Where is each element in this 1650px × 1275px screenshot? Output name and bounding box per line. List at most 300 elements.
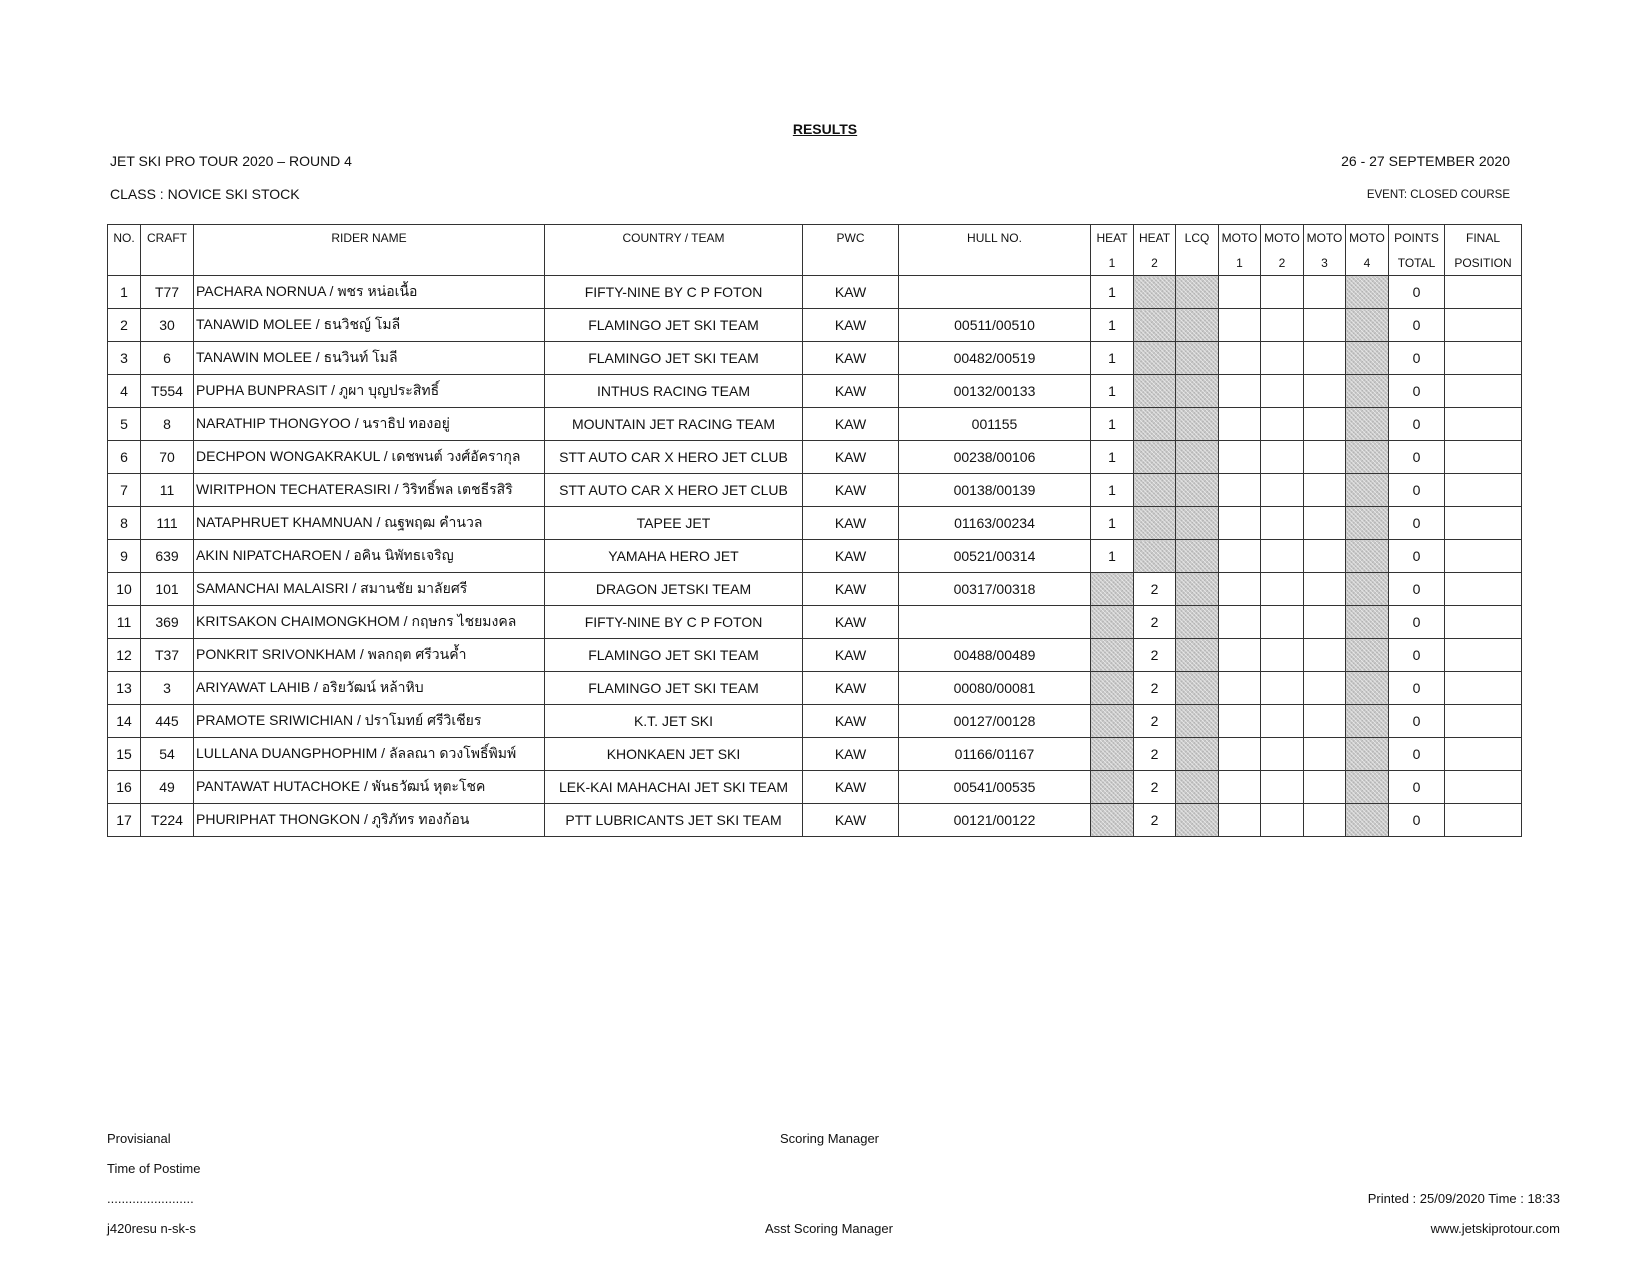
provisional-label: Provisianal bbox=[107, 1131, 171, 1146]
cell-moto3 bbox=[1304, 342, 1346, 375]
cell-pwc: KAW bbox=[803, 672, 899, 705]
cell-no: 9 bbox=[108, 540, 141, 573]
cell-pwc: KAW bbox=[803, 573, 899, 606]
col-header-lcq: LCQ bbox=[1176, 225, 1219, 276]
cell-moto2 bbox=[1261, 573, 1304, 606]
cell-points-total: 0 bbox=[1389, 804, 1445, 837]
cell-moto1 bbox=[1219, 771, 1261, 804]
cell-country-team: FLAMINGO JET SKI TEAM bbox=[545, 342, 803, 375]
cell-moto4 bbox=[1346, 672, 1389, 705]
cell-heat1 bbox=[1091, 573, 1134, 606]
cell-pwc: KAW bbox=[803, 309, 899, 342]
cell-final-position bbox=[1445, 639, 1522, 672]
cell-country-team: STT AUTO CAR X HERO JET CLUB bbox=[545, 441, 803, 474]
cell-moto4 bbox=[1346, 804, 1389, 837]
cell-craft: T224 bbox=[141, 804, 194, 837]
cell-no: 1 bbox=[108, 276, 141, 309]
cell-heat2: 2 bbox=[1134, 738, 1176, 771]
cell-craft: 30 bbox=[141, 309, 194, 342]
cell-moto2 bbox=[1261, 474, 1304, 507]
cell-moto1 bbox=[1219, 738, 1261, 771]
table-row bbox=[108, 771, 1522, 804]
cell-pwc: KAW bbox=[803, 342, 899, 375]
cell-rider-name: PANTAWAT HUTACHOKE / พันธวัฒน์ หุตะโชค bbox=[194, 771, 545, 804]
col-header-points: POINTS bbox=[1389, 225, 1445, 251]
cell-moto4 bbox=[1346, 342, 1389, 375]
cell-moto4 bbox=[1346, 474, 1389, 507]
cell-country-team: LEK-KAI MAHACHAI JET SKI TEAM bbox=[545, 771, 803, 804]
col-header-heat2-num: 2 bbox=[1134, 250, 1176, 276]
cell-country-team: TAPEE JET bbox=[545, 507, 803, 540]
cell-country-team: INTHUS RACING TEAM bbox=[545, 375, 803, 408]
cell-pwc: KAW bbox=[803, 606, 899, 639]
cell-moto2 bbox=[1261, 309, 1304, 342]
cell-final-position bbox=[1445, 738, 1522, 771]
col-header-moto3: MOTO bbox=[1304, 225, 1346, 251]
cell-moto1 bbox=[1219, 309, 1261, 342]
cell-hull-no: 00521/00314 bbox=[899, 540, 1091, 573]
cell-moto4 bbox=[1346, 705, 1389, 738]
cell-lcq bbox=[1176, 342, 1219, 375]
cell-moto2 bbox=[1261, 540, 1304, 573]
cell-no: 4 bbox=[108, 375, 141, 408]
cell-no: 3 bbox=[108, 342, 141, 375]
cell-rider-name: ARIYAWAT LAHIB / อริยวัฒน์ หล้าหิบ bbox=[194, 672, 545, 705]
table-row bbox=[108, 705, 1522, 738]
cell-pwc: KAW bbox=[803, 408, 899, 441]
cell-rider-name: PUPHA BUNPRASIT / ภูผา บุญประสิทธิ์ bbox=[194, 375, 545, 408]
cell-hull-no: 001155 bbox=[899, 408, 1091, 441]
cell-lcq bbox=[1176, 804, 1219, 837]
cell-moto2 bbox=[1261, 507, 1304, 540]
cell-rider-name: PHURIPHAT THONGKON / ภูริภัทร ทองก้อน bbox=[194, 804, 545, 837]
cell-lcq bbox=[1176, 573, 1219, 606]
cell-pwc: KAW bbox=[803, 771, 899, 804]
cell-moto3 bbox=[1304, 771, 1346, 804]
cell-lcq bbox=[1176, 309, 1219, 342]
cell-country-team: FIFTY-NINE BY C P FOTON bbox=[545, 276, 803, 309]
table-row bbox=[108, 309, 1522, 342]
cell-moto1 bbox=[1219, 672, 1261, 705]
cell-hull-no: 01166/01167 bbox=[899, 738, 1091, 771]
col-header-moto2-num: 2 bbox=[1261, 250, 1304, 276]
cell-hull-no: 00317/00318 bbox=[899, 573, 1091, 606]
cell-heat2 bbox=[1134, 309, 1176, 342]
cell-moto1 bbox=[1219, 606, 1261, 639]
col-header-final: FINAL bbox=[1445, 225, 1522, 251]
cell-points-total: 0 bbox=[1389, 705, 1445, 738]
col-header-no: NO. bbox=[108, 225, 141, 276]
cell-pwc: KAW bbox=[803, 375, 899, 408]
website-link[interactable]: www.jetskiprotour.com bbox=[1430, 1221, 1560, 1236]
cell-no: 12 bbox=[108, 639, 141, 672]
cell-lcq bbox=[1176, 672, 1219, 705]
cell-craft: 3 bbox=[141, 672, 194, 705]
cell-heat2: 2 bbox=[1134, 672, 1176, 705]
cell-final-position bbox=[1445, 474, 1522, 507]
cell-no: 17 bbox=[108, 804, 141, 837]
cell-heat2 bbox=[1134, 342, 1176, 375]
cell-moto3 bbox=[1304, 705, 1346, 738]
cell-country-team: STT AUTO CAR X HERO JET CLUB bbox=[545, 474, 803, 507]
cell-moto2 bbox=[1261, 375, 1304, 408]
cell-moto1 bbox=[1219, 540, 1261, 573]
cell-craft: 49 bbox=[141, 771, 194, 804]
cell-final-position bbox=[1445, 672, 1522, 705]
event-type: EVENT: CLOSED COURSE bbox=[1366, 189, 1510, 201]
cell-moto4 bbox=[1346, 738, 1389, 771]
cell-final-position bbox=[1445, 375, 1522, 408]
cell-moto1 bbox=[1219, 573, 1261, 606]
cell-craft: 70 bbox=[141, 441, 194, 474]
cell-lcq bbox=[1176, 540, 1219, 573]
table-row bbox=[108, 672, 1522, 705]
cell-moto1 bbox=[1219, 375, 1261, 408]
col-header-hull-no: HULL NO. bbox=[899, 225, 1091, 276]
cell-final-position bbox=[1445, 309, 1522, 342]
cell-no: 13 bbox=[108, 672, 141, 705]
cell-final-position bbox=[1445, 507, 1522, 540]
page-title: RESULTS bbox=[792, 121, 858, 137]
cell-heat2: 2 bbox=[1134, 771, 1176, 804]
cell-points-total: 0 bbox=[1389, 342, 1445, 375]
cell-heat2: 2 bbox=[1134, 804, 1176, 837]
cell-moto4 bbox=[1346, 309, 1389, 342]
cell-no: 7 bbox=[108, 474, 141, 507]
cell-rider-name: SAMANCHAI MALAISRI / สมานชัย มาลัยศรี bbox=[194, 573, 545, 606]
cell-final-position bbox=[1445, 441, 1522, 474]
table-row bbox=[108, 804, 1522, 837]
table-row bbox=[108, 375, 1522, 408]
cell-pwc: KAW bbox=[803, 441, 899, 474]
cell-moto3 bbox=[1304, 507, 1346, 540]
cell-moto2 bbox=[1261, 342, 1304, 375]
col-header-moto3-num: 3 bbox=[1304, 250, 1346, 276]
cell-heat2 bbox=[1134, 540, 1176, 573]
cell-rider-name: TANAWIN MOLEE / ธนวินท์ โมลี bbox=[194, 342, 545, 375]
cell-points-total: 0 bbox=[1389, 606, 1445, 639]
cell-final-position bbox=[1445, 540, 1522, 573]
table-row bbox=[108, 441, 1522, 474]
cell-moto4 bbox=[1346, 540, 1389, 573]
cell-moto3 bbox=[1304, 408, 1346, 441]
cell-pwc: KAW bbox=[803, 540, 899, 573]
cell-craft: T554 bbox=[141, 375, 194, 408]
cell-craft: 639 bbox=[141, 540, 194, 573]
col-header-moto2: MOTO bbox=[1261, 225, 1304, 251]
col-header-moto1-num: 1 bbox=[1219, 250, 1261, 276]
cell-points-total: 0 bbox=[1389, 375, 1445, 408]
cell-lcq bbox=[1176, 276, 1219, 309]
cell-points-total: 0 bbox=[1389, 441, 1445, 474]
col-header-country-team: COUNTRY / TEAM bbox=[545, 225, 803, 276]
cell-heat1: 1 bbox=[1091, 474, 1134, 507]
cell-moto1 bbox=[1219, 804, 1261, 837]
cell-moto4 bbox=[1346, 507, 1389, 540]
cell-moto4 bbox=[1346, 276, 1389, 309]
cell-pwc: KAW bbox=[803, 639, 899, 672]
cell-heat2 bbox=[1134, 441, 1176, 474]
cell-heat2: 2 bbox=[1134, 705, 1176, 738]
cell-craft: T37 bbox=[141, 639, 194, 672]
cell-points-total: 0 bbox=[1389, 408, 1445, 441]
cell-moto3 bbox=[1304, 474, 1346, 507]
cell-moto2 bbox=[1261, 639, 1304, 672]
results-rows bbox=[108, 276, 1522, 837]
cell-moto3 bbox=[1304, 540, 1346, 573]
table-row bbox=[108, 507, 1522, 540]
cell-moto2 bbox=[1261, 276, 1304, 309]
cell-country-team: PTT LUBRICANTS JET SKI TEAM bbox=[545, 804, 803, 837]
cell-moto1 bbox=[1219, 474, 1261, 507]
cell-country-team: FLAMINGO JET SKI TEAM bbox=[545, 672, 803, 705]
cell-moto3 bbox=[1304, 309, 1346, 342]
event-dates: 26 - 27 SEPTEMBER 2020 bbox=[1341, 153, 1510, 169]
cell-craft: T77 bbox=[141, 276, 194, 309]
cell-points-total: 0 bbox=[1389, 507, 1445, 540]
cell-heat2 bbox=[1134, 408, 1176, 441]
cell-heat1: 1 bbox=[1091, 441, 1134, 474]
cell-final-position bbox=[1445, 804, 1522, 837]
table-row bbox=[108, 540, 1522, 573]
cell-heat1 bbox=[1091, 639, 1134, 672]
cell-hull-no: 00488/00489 bbox=[899, 639, 1091, 672]
col-header-pwc: PWC bbox=[803, 225, 899, 276]
cell-heat1: 1 bbox=[1091, 507, 1134, 540]
col-header-points-total: TOTAL bbox=[1389, 250, 1445, 276]
cell-points-total: 0 bbox=[1389, 309, 1445, 342]
cell-country-team: K.T. JET SKI bbox=[545, 705, 803, 738]
cell-moto4 bbox=[1346, 441, 1389, 474]
cell-points-total: 0 bbox=[1389, 540, 1445, 573]
cell-lcq bbox=[1176, 375, 1219, 408]
cell-rider-name: LULLANA DUANGPHOPHIM / ลัลลณา ดวงโพธิ์พิมพ์ bbox=[194, 738, 545, 771]
cell-lcq bbox=[1176, 738, 1219, 771]
cell-heat2: 2 bbox=[1134, 639, 1176, 672]
col-header-final-position: POSITION bbox=[1445, 250, 1522, 276]
cell-points-total: 0 bbox=[1389, 738, 1445, 771]
cell-moto3 bbox=[1304, 276, 1346, 309]
table-row bbox=[108, 573, 1522, 606]
cell-moto4 bbox=[1346, 606, 1389, 639]
class-label: CLASS : NOVICE SKI STOCK bbox=[110, 186, 300, 202]
time-of-postime-label: Time of Postime bbox=[107, 1161, 201, 1176]
cell-no: 5 bbox=[108, 408, 141, 441]
cell-lcq bbox=[1176, 639, 1219, 672]
cell-moto1 bbox=[1219, 639, 1261, 672]
cell-pwc: KAW bbox=[803, 507, 899, 540]
col-header-heat1-num: 1 bbox=[1091, 250, 1134, 276]
cell-craft: 54 bbox=[141, 738, 194, 771]
cell-moto1 bbox=[1219, 342, 1261, 375]
cell-rider-name: TANAWID MOLEE / ธนวิชญ์ โมลี bbox=[194, 309, 545, 342]
cell-hull-no: 00132/00133 bbox=[899, 375, 1091, 408]
cell-final-position bbox=[1445, 276, 1522, 309]
cell-hull-no: 00511/00510 bbox=[899, 309, 1091, 342]
cell-lcq bbox=[1176, 705, 1219, 738]
cell-moto4 bbox=[1346, 573, 1389, 606]
cell-no: 6 bbox=[108, 441, 141, 474]
cell-moto3 bbox=[1304, 639, 1346, 672]
col-header-rider-name: RIDER NAME bbox=[194, 225, 545, 276]
col-header-moto4-num: 4 bbox=[1346, 250, 1389, 276]
signature-line: ........................ bbox=[107, 1191, 194, 1206]
cell-hull-no: 00238/00106 bbox=[899, 441, 1091, 474]
cell-heat1: 1 bbox=[1091, 342, 1134, 375]
cell-rider-name: NATAPHRUET KHAMNUAN / ณฐพฤฒ คำนวล bbox=[194, 507, 545, 540]
cell-country-team: FIFTY-NINE BY C P FOTON bbox=[545, 606, 803, 639]
cell-final-position bbox=[1445, 606, 1522, 639]
scoring-manager-label: Scoring Manager bbox=[780, 1131, 879, 1146]
cell-no: 15 bbox=[108, 738, 141, 771]
cell-heat1: 1 bbox=[1091, 408, 1134, 441]
cell-hull-no: 01163/00234 bbox=[899, 507, 1091, 540]
cell-moto3 bbox=[1304, 606, 1346, 639]
printed-timestamp: Printed : 25/09/2020 Time : 18:33 bbox=[1367, 1191, 1560, 1206]
cell-moto4 bbox=[1346, 375, 1389, 408]
cell-moto2 bbox=[1261, 738, 1304, 771]
cell-final-position bbox=[1445, 705, 1522, 738]
table-row bbox=[108, 639, 1522, 672]
cell-heat1: 1 bbox=[1091, 276, 1134, 309]
col-header-heat1: HEAT bbox=[1091, 225, 1134, 251]
cell-hull-no bbox=[899, 606, 1091, 639]
cell-heat1 bbox=[1091, 804, 1134, 837]
cell-craft: 11 bbox=[141, 474, 194, 507]
cell-moto3 bbox=[1304, 738, 1346, 771]
results-table bbox=[107, 224, 1522, 837]
cell-moto2 bbox=[1261, 672, 1304, 705]
cell-moto3 bbox=[1304, 804, 1346, 837]
cell-hull-no: 00127/00128 bbox=[899, 705, 1091, 738]
table-row bbox=[108, 738, 1522, 771]
cell-no: 8 bbox=[108, 507, 141, 540]
table-row bbox=[108, 408, 1522, 441]
cell-moto4 bbox=[1346, 639, 1389, 672]
cell-rider-name: KRITSAKON CHAIMONGKHOM / กฤษกร ไชยมงคล bbox=[194, 606, 545, 639]
cell-hull-no: 00482/00519 bbox=[899, 342, 1091, 375]
cell-pwc: KAW bbox=[803, 738, 899, 771]
cell-no: 11 bbox=[108, 606, 141, 639]
cell-points-total: 0 bbox=[1389, 276, 1445, 309]
col-header-heat2: HEAT bbox=[1134, 225, 1176, 251]
table-row bbox=[108, 606, 1522, 639]
cell-pwc: KAW bbox=[803, 474, 899, 507]
cell-country-team: KHONKAEN JET SKI bbox=[545, 738, 803, 771]
cell-rider-name: PONKRIT SRIVONKHAM / พลกฤต ศรีวนค้ำ bbox=[194, 639, 545, 672]
cell-moto1 bbox=[1219, 276, 1261, 309]
cell-heat2 bbox=[1134, 474, 1176, 507]
document-code: j420resu n-sk-s bbox=[107, 1221, 196, 1236]
cell-heat2: 2 bbox=[1134, 573, 1176, 606]
cell-moto2 bbox=[1261, 408, 1304, 441]
cell-hull-no: 00121/00122 bbox=[899, 804, 1091, 837]
cell-points-total: 0 bbox=[1389, 474, 1445, 507]
cell-rider-name: PRAMOTE SRIWICHIAN / ปราโมทย์ ศรีวิเชียร bbox=[194, 705, 545, 738]
cell-heat1: 1 bbox=[1091, 375, 1134, 408]
cell-moto2 bbox=[1261, 804, 1304, 837]
cell-no: 10 bbox=[108, 573, 141, 606]
cell-pwc: KAW bbox=[803, 276, 899, 309]
cell-craft: 101 bbox=[141, 573, 194, 606]
cell-lcq bbox=[1176, 606, 1219, 639]
cell-heat1 bbox=[1091, 771, 1134, 804]
cell-country-team: MOUNTAIN JET RACING TEAM bbox=[545, 408, 803, 441]
cell-craft: 6 bbox=[141, 342, 194, 375]
cell-hull-no bbox=[899, 276, 1091, 309]
cell-moto1 bbox=[1219, 705, 1261, 738]
cell-moto4 bbox=[1346, 771, 1389, 804]
cell-points-total: 0 bbox=[1389, 771, 1445, 804]
cell-heat2 bbox=[1134, 276, 1176, 309]
cell-moto1 bbox=[1219, 507, 1261, 540]
cell-rider-name: WIRITPHON TECHATERASIRI / วิริทธิ์พล เตชธีรสิริ bbox=[194, 474, 545, 507]
cell-lcq bbox=[1176, 771, 1219, 804]
cell-rider-name: DECHPON WONGAKRAKUL / เดชพนต์ วงศ์อัครากุล bbox=[194, 441, 545, 474]
asst-scoring-manager-label: Asst Scoring Manager bbox=[765, 1221, 893, 1236]
cell-moto1 bbox=[1219, 408, 1261, 441]
cell-moto4 bbox=[1346, 408, 1389, 441]
cell-hull-no: 00080/00081 bbox=[899, 672, 1091, 705]
cell-pwc: KAW bbox=[803, 705, 899, 738]
cell-final-position bbox=[1445, 573, 1522, 606]
cell-lcq bbox=[1176, 474, 1219, 507]
cell-lcq bbox=[1176, 408, 1219, 441]
event-name: JET SKI PRO TOUR 2020 – ROUND 4 bbox=[110, 153, 352, 169]
cell-points-total: 0 bbox=[1389, 573, 1445, 606]
cell-heat1: 1 bbox=[1091, 309, 1134, 342]
cell-no: 14 bbox=[108, 705, 141, 738]
cell-rider-name: AKIN NIPATCHAROEN / อคิน นิพัทธเจริญ bbox=[194, 540, 545, 573]
cell-lcq bbox=[1176, 507, 1219, 540]
cell-heat2 bbox=[1134, 375, 1176, 408]
table-row bbox=[108, 342, 1522, 375]
cell-heat1 bbox=[1091, 606, 1134, 639]
cell-no: 16 bbox=[108, 771, 141, 804]
cell-country-team: FLAMINGO JET SKI TEAM bbox=[545, 639, 803, 672]
cell-moto2 bbox=[1261, 771, 1304, 804]
cell-pwc: KAW bbox=[803, 804, 899, 837]
cell-hull-no: 00138/00139 bbox=[899, 474, 1091, 507]
cell-moto2 bbox=[1261, 606, 1304, 639]
cell-moto1 bbox=[1219, 441, 1261, 474]
cell-country-team: YAMAHA HERO JET bbox=[545, 540, 803, 573]
cell-moto2 bbox=[1261, 441, 1304, 474]
cell-no: 2 bbox=[108, 309, 141, 342]
cell-rider-name: PACHARA NORNUA / พชร หน่อเนื้อ bbox=[194, 276, 545, 309]
cell-craft: 445 bbox=[141, 705, 194, 738]
cell-heat1 bbox=[1091, 738, 1134, 771]
cell-moto3 bbox=[1304, 672, 1346, 705]
col-header-craft: CRAFT bbox=[141, 225, 194, 276]
cell-moto3 bbox=[1304, 375, 1346, 408]
cell-points-total: 0 bbox=[1389, 639, 1445, 672]
col-header-moto1: MOTO bbox=[1219, 225, 1261, 251]
cell-heat2: 2 bbox=[1134, 606, 1176, 639]
col-header-moto4: MOTO bbox=[1346, 225, 1389, 251]
cell-craft: 111 bbox=[141, 507, 194, 540]
cell-country-team: DRAGON JETSKI TEAM bbox=[545, 573, 803, 606]
table-row bbox=[108, 474, 1522, 507]
cell-country-team: FLAMINGO JET SKI TEAM bbox=[545, 309, 803, 342]
cell-points-total: 0 bbox=[1389, 672, 1445, 705]
cell-moto3 bbox=[1304, 573, 1346, 606]
cell-moto3 bbox=[1304, 441, 1346, 474]
cell-heat1 bbox=[1091, 672, 1134, 705]
cell-final-position bbox=[1445, 342, 1522, 375]
cell-hull-no: 00541/00535 bbox=[899, 771, 1091, 804]
cell-moto2 bbox=[1261, 705, 1304, 738]
